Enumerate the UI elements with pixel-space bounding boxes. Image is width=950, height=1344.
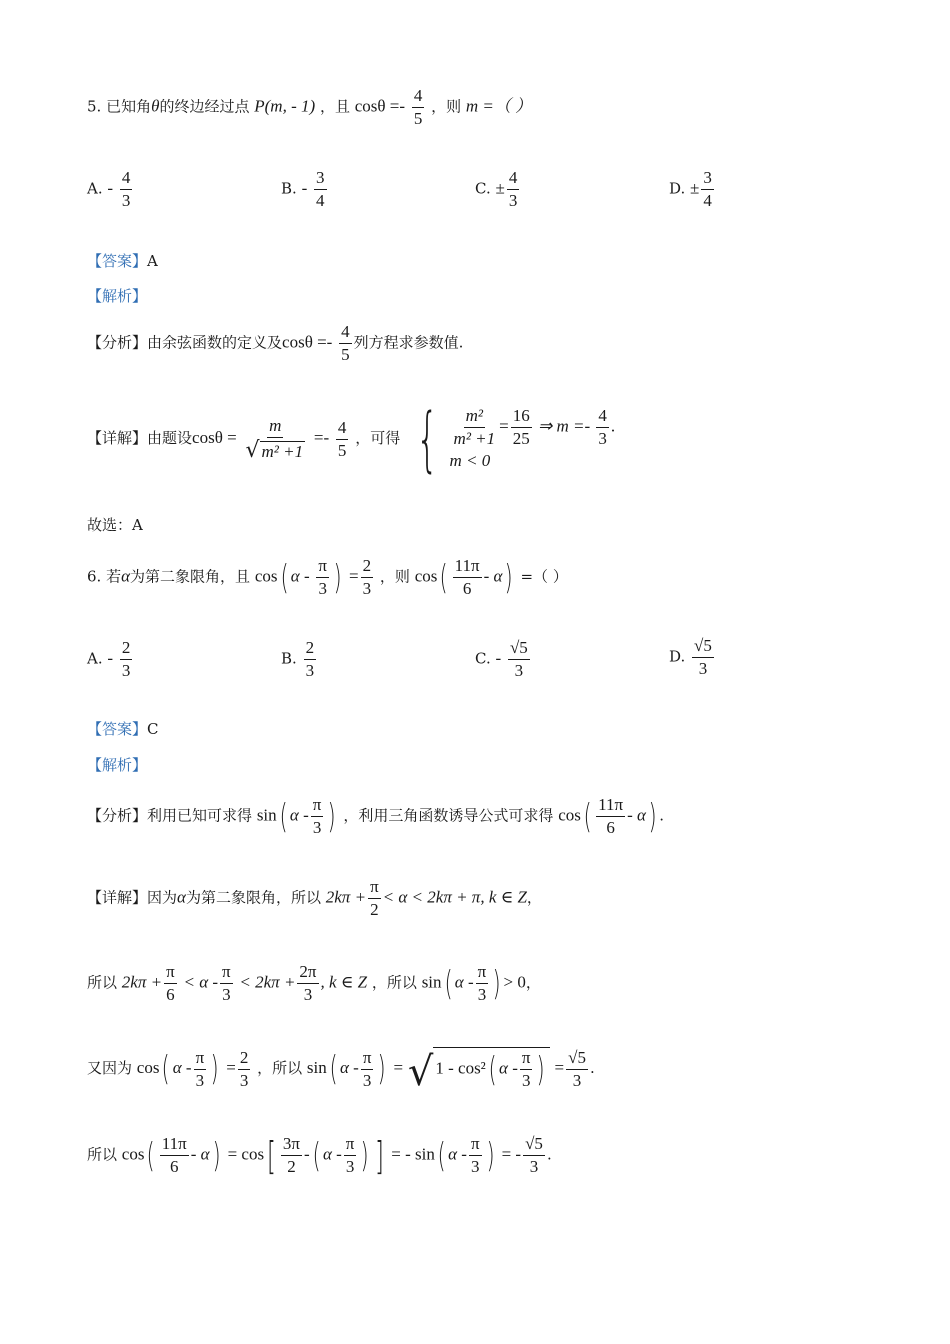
q6-option-c: C. - $\frac{√5}{3}$ bbox=[475, 638, 528, 680]
q6-xiangjie-3: 又因为 cos( α - $\frac{\pi}{3}$ ) = $\frac{2}{3}$ ，所以 sin( α - $\frac{\pi}{3}$ ) = √ 1 - cos²( α - $\frac{\pi}{3}$ ) = $\frac{√5}{3}$ . bbox=[87, 1047, 595, 1095]
q6-option-a: A. - $\frac{2}{3}$ bbox=[87, 638, 131, 680]
q5-option-b: B. - $\frac{3}{4}$ bbox=[281, 168, 325, 210]
q6-xiangjie-2: 所以 2kπ + $\frac{\pi}{6}$ < α - $\frac{\pi}{3}$ < 2kπ + $\frac{2\pi}{3}$ , k ∈ Z ，所以 sin( α - $\frac{\pi}{3}$ ) > 0， bbox=[87, 962, 541, 1004]
q5-conclusion: 故选：A bbox=[87, 516, 143, 534]
q6-xiangjie-1: 【详解】因为α为第二象限角，所以 2kπ + $\frac{\pi}{2}$ < α < 2kπ + π, k ∈ Z， bbox=[87, 877, 542, 919]
q5-xiangjie: 【详解】由题设cosθ = m √ m² +1 =- $\frac{4}{5}$ ，可得 { $\frac{\text{m²}}{\text{m² +1}}$ = $\frac{16}{25}$ ⇒ m =- $\frac{4}{3}$ . m < 0 bbox=[87, 398, 616, 480]
alpha-symbol: α bbox=[121, 566, 131, 586]
q6-option-d: D. $\frac{√5}{3}$ bbox=[669, 636, 712, 678]
q6-option-b: B. $\frac{2}{3}$ bbox=[281, 638, 315, 680]
q6-stem: 6. 若α为第二象限角，且 cos( α - $\frac{\pi}{3}$ ) = $\frac{2}{3}$ ，则 cos( $\frac{11\pi}{6}$ - α) =（ ） bbox=[87, 556, 568, 598]
q5-analysis-heading: 【解析】 bbox=[87, 287, 148, 305]
cos-theta-expr: cosθ =- bbox=[354, 96, 406, 116]
q5-option-d: D. ± $\frac{3}{4}$ bbox=[669, 168, 712, 210]
q5-option-a: A. - $\frac{4}{3}$ bbox=[87, 168, 131, 210]
q6-answer: 【答案】C bbox=[87, 720, 159, 738]
q5-answer: 【答案】A bbox=[87, 252, 158, 270]
q5-option-c: C. ± $\frac{4}{3}$ bbox=[475, 168, 518, 210]
sqrt-expression: √ 1 - cos²( α - $\frac{\pi}{3}$ ) bbox=[408, 1047, 550, 1091]
q6-analysis-heading: 【解析】 bbox=[87, 756, 148, 774]
q5-cases-system: { $\frac{\text{m²}}{\text{m² +1}}$ = $\frac{16}{25}$ ⇒ m =- $\frac{4}{3}$ . m < 0 bbox=[416, 398, 616, 480]
point-p: P(m, - 1) bbox=[254, 96, 316, 116]
q6-fenxi: 【分析】利用已知可求得 sin( α - $\frac{\pi}{3}$ ) ，利用三角函数诱导公式可求得 cos( $\frac{11\pi}{6}$ - α) . bbox=[87, 795, 664, 837]
q5-fenxi: 【分析】由余弦函数的定义及cosθ =- $\frac{4}{5}$ 列方程求参数值. bbox=[87, 322, 464, 364]
fraction-4-5: $\frac{4}{5}$ bbox=[413, 86, 423, 128]
q5-stem: 5. 已知角θ的终边经过点 P(m, - 1) ，且 cosθ =- $\frac{4}{5}$ ，则 m =（ ） bbox=[87, 86, 533, 128]
q6-xiangjie-4: 所以 cos( $\frac{11\pi}{6}$ - α) = cos[ $\frac{3\pi}{2}$ -( α - $\frac{\pi}{3}$ ) ] = - sin( α - $\frac{\pi}{3}$ ) = - $\frac{√5}{3}$ . bbox=[87, 1133, 552, 1178]
theta-symbol: θ bbox=[151, 96, 160, 116]
